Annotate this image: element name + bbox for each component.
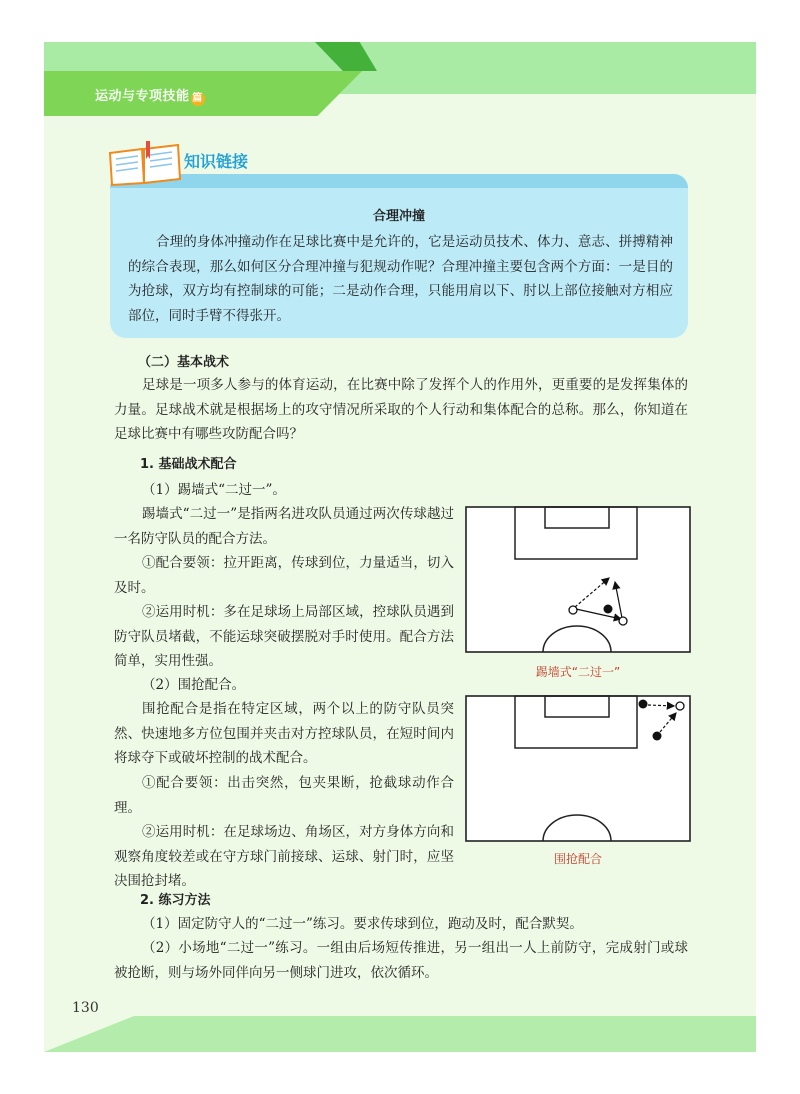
- page-number: 130: [72, 1000, 99, 1016]
- ball-carrier: [676, 702, 684, 710]
- knowledge-link-body: 合理的身体冲撞动作在足球比赛中是允许的，它是运动员技术、体力、意志、拼搏精神的综合表现，那么如何区分合理冲撞与犯规动作呢？合理冲撞主要包含两个方面：一是目的为抢球，双方均有控制球的可能；二是动作合理，只能用肩以下、肘以上部位接触对方相应部位，同时手臂不得张开。: [128, 234, 673, 324]
- item1-key-points: ①配合要领：拉开距离，传球到位，力量适当，切入及时。: [114, 555, 454, 596]
- attacker-2: [619, 617, 627, 625]
- chapter-badge: 篇: [192, 93, 203, 104]
- knowledge-link-bar: [110, 174, 688, 188]
- figure-2-trap-diagram: [465, 695, 691, 842]
- item2-title: （2）围抢配合。: [142, 677, 246, 693]
- item2-key-points: ①配合要领：出击突然，包夹果断，抢截球动作合理。: [114, 775, 454, 816]
- item2-usage: ②运用时机：在足球场边、角场区，对方身体方向和观察角度较差或在守方球门前接球、运球、射门时，应坚决围抢封堵。: [114, 824, 454, 889]
- section-intro: 足球是一项多人参与的体育运动，在比赛中除了发挥个人的作用外，更重要的是发挥集体的力量。足球战术就是根据场上的攻守情况所采取的个人行动和集体配合的总称。那么，你知道在足球比赛中有哪些攻防配合吗？: [114, 377, 688, 442]
- defender: [604, 605, 613, 614]
- chapter-title: 运动与专项技能 篇: [95, 89, 203, 104]
- footer-band: [44, 1016, 756, 1052]
- subsection-2-heading: 2. 练习方法: [140, 893, 211, 908]
- figure-1-caption: 踢墙式“二过一”: [535, 665, 621, 679]
- attacker-1: [569, 606, 577, 614]
- practice-2: （2）小场地“二过一”练习。一组由后场短传推进，另一组出一人上前防守，完成射门或球被抢断，则与场外同伴向另一侧球门进攻，依次循环。: [114, 940, 688, 981]
- knowledge-link-label: 知识链接: [184, 152, 249, 171]
- open-book-icon: [106, 139, 184, 187]
- figure-1-wall-pass-diagram: [465, 506, 691, 653]
- practice-1: （1）固定防守人的“二过一”练习。要求传球到位，跑动及时，配合默契。: [142, 916, 583, 932]
- defender-1: [639, 700, 648, 709]
- defender-2: [653, 732, 662, 741]
- figure-2-caption: 围抢配合: [553, 852, 602, 866]
- item2-definition: 围抢配合是指在特定区域，两个以上的防守队员突然、快速地多方位包围并夹击对方控球队员，在短时间内将球夺下或破坏控制的战术配合。: [114, 701, 454, 766]
- item1-title: （1）踢墙式“二过一”。: [142, 482, 286, 498]
- item1-definition: 踢墙式“二过一”是指两名进攻队员通过两次传球越过一名防守队员的配合方法。: [114, 506, 454, 547]
- subsection-1-heading: 1. 基础战术配合: [140, 457, 237, 472]
- knowledge-link-title: 合理冲撞: [372, 209, 425, 224]
- item1-usage: ②运用时机：多在足球场上局部区域，控球队员遇到防守队员堵截，不能运球突破摆脱对手时使用。配合方法简单，实用性强。: [114, 604, 454, 669]
- section-heading: （二）基本战术: [138, 355, 230, 370]
